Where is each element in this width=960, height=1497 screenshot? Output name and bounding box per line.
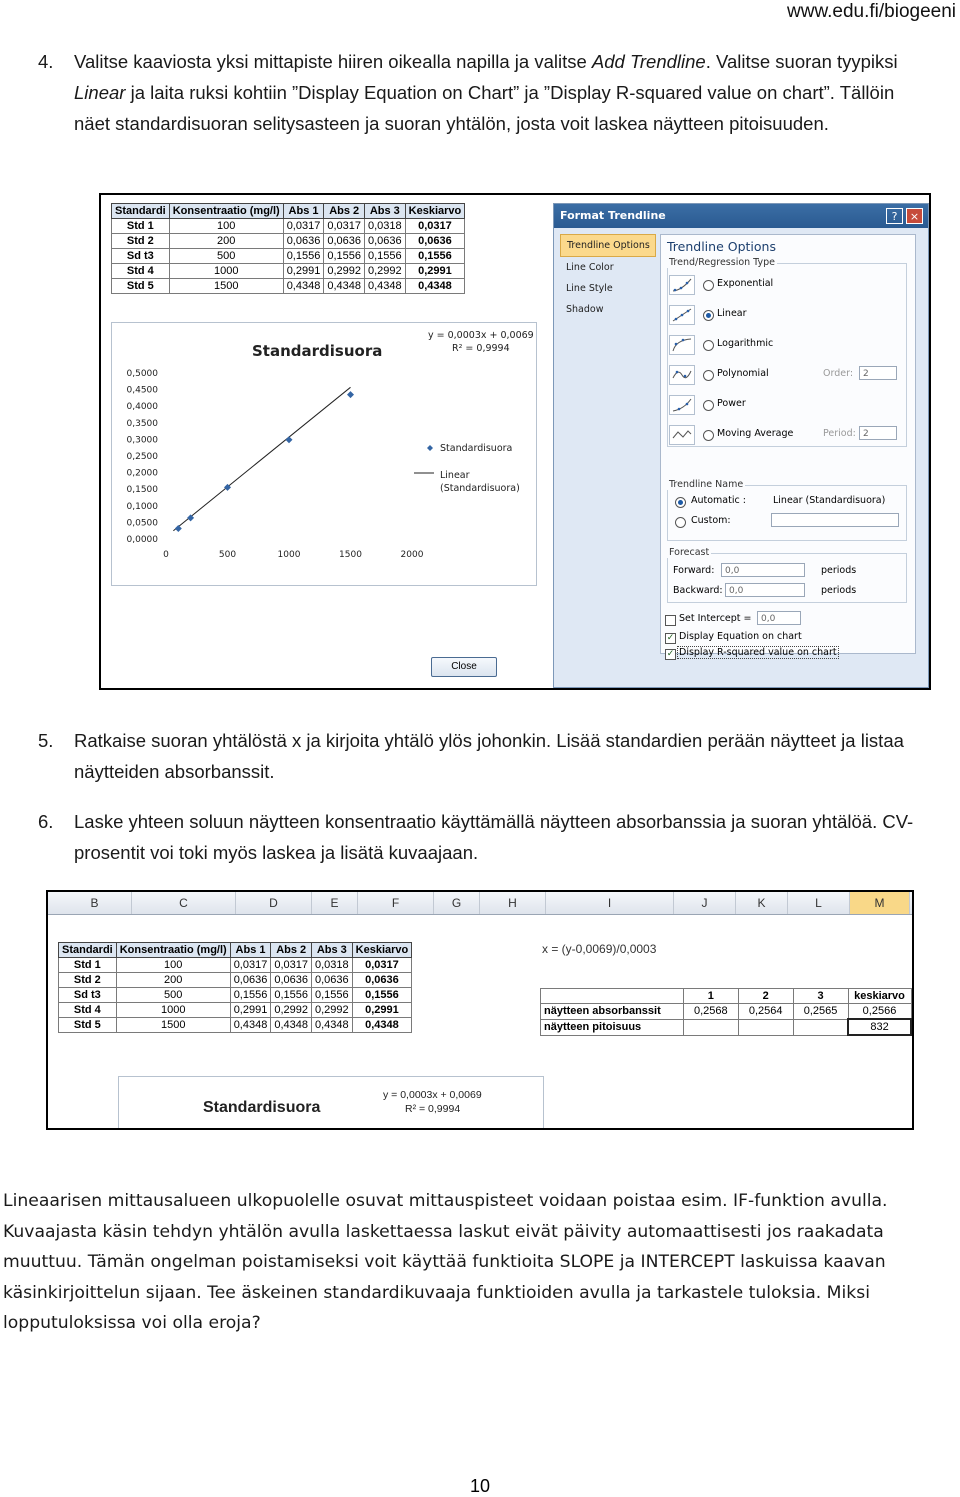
legend-trend-2: (Standardisuora) [440,483,520,494]
exponential-icon [669,275,695,295]
table-cell[interactable]: Std 4 [112,264,170,279]
table-cell[interactable]: 100 [169,219,283,234]
table-cell[interactable]: 0,1556 [365,249,406,264]
sample-table [540,988,912,1036]
radio-custom[interactable] [675,517,686,528]
table-cell[interactable]: 0,4348 [405,279,465,294]
moving-average-icon [669,425,695,445]
table1-header: Keskiarvo [405,204,465,219]
table-cell[interactable]: 100 [116,958,230,973]
table-cell[interactable]: 0,4348 [324,279,365,294]
y-tick-label: 0,2500 [126,452,158,462]
polynomial-icon [669,365,695,385]
table-cell[interactable]: Std 1 [59,958,117,973]
table-cell[interactable]: 0,4348 [271,1018,312,1033]
type-option-linear[interactable] [669,303,899,329]
option-label: Exponential [717,278,774,289]
table-cell[interactable]: 0,1556 [405,249,465,264]
table-cell[interactable]: Std 5 [112,279,170,294]
table-row [59,958,412,973]
table2-header: Standardi [59,943,117,958]
table-cell[interactable]: 0,2991 [405,264,465,279]
sidebar-item-line-color[interactable]: Line Color [566,262,614,273]
custom-name-input[interactable] [771,513,899,527]
period-input[interactable]: 2 [859,426,897,440]
forecast-group-label: Forecast [669,547,710,558]
dialog-title: Format Trendline [554,204,928,228]
forward-input[interactable]: 0,0 [721,563,805,577]
empty-cell [541,989,684,1004]
step-number: 4. [38,51,54,72]
y-tick-label: 0,3000 [126,435,158,446]
table-cell[interactable]: 0,0636 [312,973,353,988]
r2-2: R² = 0,9994 [405,1103,461,1115]
order-label: Order: [823,368,854,379]
x-tick-label: 1000 [277,550,301,560]
table-cell[interactable]: Std 4 [59,1003,117,1018]
table-cell[interactable]: 0,0636 [271,973,312,988]
y-tick-label: 0,0500 [126,518,158,529]
step-5 [38,725,918,787]
table-cell[interactable]: 0,4348 [365,279,406,294]
standards-table [111,203,465,294]
column-header-g[interactable]: G [434,892,480,914]
format-trendline-dialog [553,203,929,688]
sample-abs-value: 0,2568 [683,1004,738,1020]
backward-input[interactable]: 0,0 [725,583,805,597]
chart-area[interactable] [111,322,537,586]
table2-header: Abs 1 [230,943,271,958]
automatic-value: Linear (Standardisuora) [773,495,886,506]
column-header-b[interactable]: B [58,892,132,914]
table-row [112,279,465,294]
step-4 [38,46,918,139]
table-cell[interactable]: 0,2992 [365,264,406,279]
closing-paragraph: Lineaarisen mittausalueen ulkopuolelle osuvat mittauspisteet voidaan poistaa esim. IF-funktion avulla. Kuvaajasta käsin tehdyn yhtälön avulla laskettaessa laskut eivät päivity automaattisesti jos raakadata muuttuu. Tämän ongelman poistamiseksi voit käyttää funktioita SLOPE ja INTERCEPT laskuissa kaavan käsinkirjoittelun sijaan. Tee äskeinen standardikuvaaja funktioiden avulla ja tarkastele tuloksia. Miksi lopputuloksissa voi olla eroja? [3,1191,888,1333]
radio-linear[interactable] [703,310,714,321]
sample-abs-value: 0,2566 [848,1004,911,1020]
table-cell[interactable]: Sd t3 [59,988,117,1003]
table-cell[interactable]: 0,2991 [283,264,324,279]
table-cell[interactable]: 0,1556 [283,249,324,264]
chart-r2: R² = 0,9994 [452,343,510,354]
table-row [59,988,412,1003]
sample-abs-label: näytteen absorbanssit [541,1004,684,1020]
table-cell[interactable]: 0,2991 [230,1003,271,1018]
x-tick-label: 1500 [339,550,362,560]
table-cell[interactable]: 1500 [116,1018,230,1033]
y-tick-label: 0,1000 [126,501,158,512]
column-header-h[interactable]: H [480,892,546,914]
data-point [175,525,182,532]
excel-screenshot-2 [46,890,914,1130]
backward-periods: periods [821,585,857,596]
display-equation-label: Display Equation on chart [679,631,802,642]
data-point [286,436,293,443]
option-label: Power [717,398,746,409]
step-number: 5. [38,730,54,751]
type-group-label: Trend/Regression Type [669,257,776,268]
table1-header: Abs 2 [324,204,365,219]
table-cell[interactable]: 0,0317 [283,219,324,234]
intercept-input[interactable]: 0,0 [757,611,801,625]
set-intercept-label: Set Intercept = [679,613,752,624]
table-cell[interactable]: 0,4348 [230,1018,271,1033]
radio-power[interactable] [703,400,714,411]
y-tick-label: 0,4000 [126,402,158,413]
table-cell[interactable]: 0,0636 [405,234,465,249]
table2-header: Keskiarvo [352,943,412,958]
column-headers [48,892,914,915]
table-cell[interactable]: Std 1 [112,219,170,234]
type-option-moving-average[interactable] [669,423,899,449]
type-option-exponential[interactable] [669,273,899,299]
name-group-label: Trendline Name [669,479,744,490]
table-cell[interactable]: 0,2992 [271,1003,312,1018]
table-cell[interactable]: Sd t3 [112,249,170,264]
sample-header: 2 [738,989,793,1004]
table-cell[interactable]: 0,0636 [283,234,324,249]
table-row [112,234,465,249]
table1-header: Standardi [112,204,170,219]
custom-label: Custom: [691,515,731,526]
dialog-sidebar [560,234,656,320]
x-tick-label: 500 [218,550,237,560]
option-label: Polynomial [717,368,769,379]
backward-label: Backward: [673,585,723,596]
table-cell[interactable]: 0,0636 [365,234,406,249]
period-label: Period: [823,428,856,439]
table1-header: Abs 3 [365,204,406,219]
table-cell[interactable]: 0,0636 [230,973,271,988]
column-header-m[interactable]: M [850,892,910,914]
power-icon [669,395,695,415]
radio-logarithmic[interactable] [703,340,714,351]
table-cell[interactable]: 0,0318 [365,219,406,234]
table-cell[interactable]: 0,4348 [283,279,324,294]
forward-label: Forward: [673,565,715,576]
type-option-logarithmic[interactable] [669,333,899,359]
column-header-e[interactable]: E [312,892,358,914]
panel-title: Trendline Options [667,239,776,254]
linear-icon [669,305,695,325]
table-cell[interactable]: 0,0317 [405,219,465,234]
chart-title-2: Standardisuora [203,1099,321,1116]
column-header-d[interactable]: D [236,892,312,914]
column-header-l[interactable]: L [788,892,850,914]
table-cell[interactable]: 0,0636 [352,973,412,988]
empty-cell [683,1019,738,1035]
step-text: Laske yhteen soluun näytteen konsentraatio käyttämällä näytteen absorbanssia ja suoran yhtälöä. CV-prosentit voi toki myös laskea ja lisätä kuvaajaan. [74,811,914,863]
table-cell[interactable]: 1500 [169,279,283,294]
table-cell[interactable]: 0,1556 [230,988,271,1003]
table-cell[interactable]: 500 [169,249,283,264]
table-cell[interactable]: 0,0636 [324,234,365,249]
table-cell[interactable]: 0,1556 [312,988,353,1003]
option-label: Moving Average [717,428,794,439]
site-url: www.edu.fi/biogeeni [787,1,956,22]
y-tick-label: 0,5000 [126,369,158,379]
empty-cell [793,1019,848,1035]
column-header-f[interactable]: F [358,892,434,914]
table1-header: Konsentraatio (mg/l) [169,204,283,219]
x-tick-label: 2000 [400,550,424,560]
table-cell[interactable]: 1000 [116,1003,230,1018]
standard-curve-chart [112,323,536,585]
x-tick-label: 0 [163,550,169,560]
table-row [112,264,465,279]
table-cell[interactable]: 0,2992 [324,264,365,279]
logarithmic-icon [669,335,695,355]
equation-2: y = 0,0003x + 0,0069 [383,1089,482,1101]
table-cell[interactable]: Std 2 [112,234,170,249]
type-option-polynomial[interactable] [669,363,899,389]
radio-automatic[interactable] [675,497,686,508]
sidebar-item-shadow[interactable]: Shadow [566,304,604,315]
table-cell[interactable]: 0,1556 [324,249,365,264]
table-cell[interactable]: 0,4348 [352,1018,412,1033]
chart-equation: y = 0,0003x + 0,0069 [428,330,534,341]
radio-exponential[interactable] [703,280,714,291]
table2-header: Abs 2 [271,943,312,958]
table-row [59,1003,412,1018]
table-cell[interactable]: 0,2991 [352,1003,412,1018]
sample-abs-value: 0,2564 [738,1004,793,1020]
table-cell[interactable]: 0,0317 [230,958,271,973]
table-cell[interactable]: 1000 [169,264,283,279]
sample-abs-value: 0,2565 [793,1004,848,1020]
step-number: 6. [38,811,54,832]
close-button[interactable]: Close [431,657,497,677]
radio-polynomial[interactable] [703,370,714,381]
table-cell[interactable]: 200 [169,234,283,249]
table-row [112,249,465,264]
legend-series: Standardisuora [440,443,513,454]
option-label: Linear [717,308,747,319]
legend-trend: Linear [440,470,470,481]
table-cell[interactable]: 0,1556 [352,988,412,1003]
y-tick-label: 0,2000 [126,468,158,479]
legend-marker [427,445,433,451]
column-header-c[interactable]: C [132,892,236,914]
table-cell[interactable]: 0,0317 [271,958,312,973]
display-equation-checkbox[interactable]: ✓ [666,633,675,643]
table-row [112,219,465,234]
display-r2-checkbox[interactable]: ✓ [666,649,675,659]
table-cell[interactable]: Std 5 [59,1018,117,1033]
step-text: Ratkaise suoran yhtälöstä x ja kirjoita yhtälö ylös johonkin. Lisää standardien perään näytteet ja listaa näytteiden absorbanssit. [74,730,904,782]
page-number: 10 [469,1476,491,1496]
chart-area-2 [118,1076,544,1130]
sample-conc-value[interactable]: 832 [848,1019,911,1035]
table2-header: Konsentraatio (mg/l) [116,943,230,958]
sample-header: 3 [793,989,848,1004]
table-cell[interactable]: 500 [116,988,230,1003]
chart-title: Standardisuora [252,342,383,360]
standards-table-2 [58,942,412,1033]
option-label: Logarithmic [717,338,774,349]
help-icon[interactable]: ? [886,208,903,224]
y-tick-label: 0,1500 [126,485,158,496]
close-icon[interactable]: × [906,208,923,224]
table-cell[interactable]: 0,2992 [312,1003,353,1018]
data-point [347,391,354,398]
formula-text: x = (y-0,0069)/0,0003 [542,942,657,956]
set-intercept-checkbox[interactable] [665,615,676,626]
automatic-label: Automatic : [691,495,746,506]
step-text: Valitse kaaviosta yksi mittapiste hiiren oikealla napilla ja valitse Add Trendline. Valitse suoran tyypiksi Linear ja laita ruksi kohtiin ”Display Equation on Chart” ja ”Display R-squared value on chart”. Tällöin näet standardisuoran selitysasteen ja suoran yhtälön, josta voit laskea näytteen pitoisuuden. [74,51,898,134]
y-tick-label: 0,0000 [126,535,158,545]
table-cell[interactable]: 0,0317 [352,958,412,973]
sidebar-item-line-style[interactable]: Line Style [566,283,613,294]
type-option-power[interactable] [669,393,899,419]
table-cell[interactable]: 200 [116,973,230,988]
table2-header: Abs 3 [312,943,353,958]
table-cell[interactable]: 0,0317 [324,219,365,234]
empty-cell [738,1019,793,1035]
y-tick-label: 0,3500 [126,418,158,429]
y-tick-label: 0,4500 [126,385,158,396]
table-cell[interactable]: Std 2 [59,973,117,988]
table-cell[interactable]: 0,0318 [312,958,353,973]
trendline [173,387,350,530]
sample-conc-label: näytteen pitoisuus [541,1019,684,1035]
column-header-k[interactable]: K [736,892,788,914]
sample-header: 1 [683,989,738,1004]
table-row [59,973,412,988]
table-cell[interactable]: 0,4348 [312,1018,353,1033]
order-input[interactable]: 2 [859,366,897,380]
sample-header: keskiarvo [848,989,911,1004]
table1-header: Abs 1 [283,204,324,219]
table-row [59,1018,412,1033]
step-6 [38,806,918,868]
excel-screenshot-1 [99,193,931,690]
radio-moving-average[interactable] [703,430,714,441]
table-cell[interactable]: 0,1556 [271,988,312,1003]
display-r2-label: Display R-squared value on chart [679,647,837,658]
trendline-options-panel [660,234,916,659]
column-header-i[interactable]: I [546,892,674,914]
column-header-j[interactable]: J [674,892,736,914]
sidebar-item-trendline-options[interactable]: Trendline Options [560,234,656,257]
forward-periods: periods [821,565,857,576]
